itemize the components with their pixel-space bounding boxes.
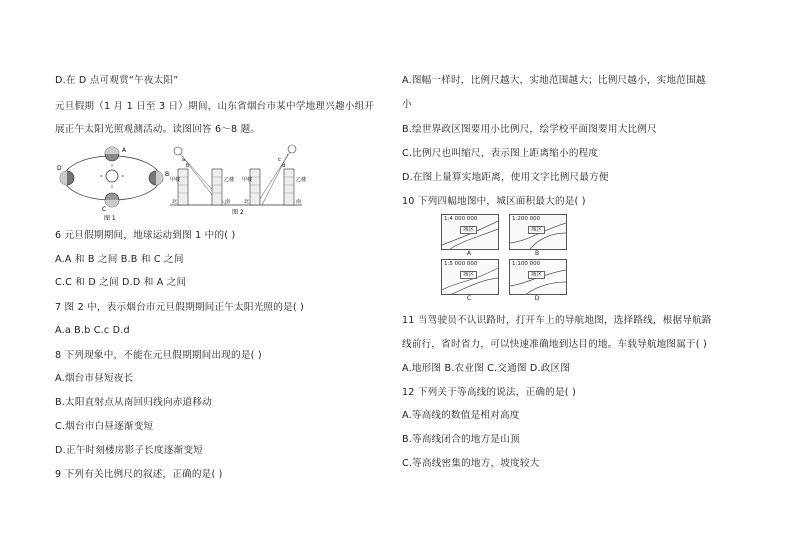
q10-stem: 10 下列四幅地图中，城区面积最大的是( ) [402, 196, 586, 207]
ray-label-a: a [182, 157, 186, 163]
q11-options: A.地形图 B.农业图 C.交通图 D.政区图 [402, 363, 571, 374]
ray-label-b: b [186, 163, 190, 169]
direction-north-1: 北 [172, 199, 178, 205]
q7-stem: 7 图 2 中，表示烟台市元旦假期期间正午太阳光照的是( ) [55, 302, 304, 313]
direction-south-2: 南 [296, 199, 302, 205]
q8-option-b: B.太阳直射点从南回归线向赤道移动 [55, 397, 212, 408]
earth-b-icon [149, 171, 163, 185]
q6-stem: 6 元旦假期期间，地球运动到图 1 中的( ) [55, 230, 236, 241]
q9-option-b: B.绘世界政区图要用小比例尺，绘学校平面图要用大比例尺 [402, 124, 657, 135]
intro-line-2: 展正午太阳光照观测活动。读图回答 6～8 题。 [55, 124, 261, 135]
map-a-label: A [466, 250, 472, 257]
building-jia-left [178, 169, 188, 205]
q11-stem-line-2: 线前行，省时省力，可以快速准确地到达目的地。车载导航地图属于( ) [402, 339, 707, 350]
direction-south-1: 南 [225, 199, 231, 205]
building-label-yi-1: 乙楼 [224, 177, 235, 183]
ray-label-d: d [282, 163, 286, 169]
ray-label-c: c [278, 157, 281, 163]
point-label-a: A [122, 147, 127, 154]
q5-option-d: D.在 D 点可观赏“午夜太阳” [55, 75, 179, 86]
map-b-label: B [534, 250, 540, 257]
figure-1-orbit [56, 140, 174, 222]
q9-option-c: C.比例尺也叫缩尺，表示图上距离缩小的程度 [402, 148, 599, 159]
point-label-d: D [57, 165, 62, 172]
earth-a-icon [105, 147, 119, 161]
map-b-city: 城区 [528, 226, 545, 234]
map-d-city: 城区 [528, 271, 545, 279]
q12-stem: 12 下列关于等高线的说法，正确的是( ) [402, 387, 576, 398]
map-a-scale: 1:4 000 000 [444, 216, 478, 222]
map-d-scale: 1:100 000 [512, 261, 541, 267]
figure-1-label: 图 1 [104, 215, 116, 222]
sun-b-icon [288, 145, 296, 153]
map-c-label: C [466, 295, 472, 302]
earth-d-icon [60, 171, 74, 185]
q12-option-c: C.等高线密集的地方，坡度较大 [402, 458, 540, 469]
q9-stem: 9 下列有关比例尺的叙述，正确的是( ) [55, 469, 223, 480]
q8-stem: 8 下列现象中，不能在元旦假期期间出现的是( ) [55, 350, 262, 361]
map-a-city: 城区 [460, 226, 477, 234]
sun-a-icon [174, 147, 182, 155]
q7-options: A.a B.b C.c D.d [55, 325, 130, 336]
figure-2-sunlight [168, 143, 307, 217]
building-label-jia-1: 甲楼 [170, 177, 181, 183]
q9-option-d: D.在图上量算实地距离，使用文字比例尺最方便 [402, 172, 609, 183]
earth-c-icon [105, 193, 119, 207]
q11-stem-line-1: 11 当驾驶员不认识路时，打开车上的导航地图，选择路线，根据导航路 [402, 315, 712, 326]
intro-line-1: 元旦假期（1 月 1 日至 3 日）期间，山东省烟台市某中学地理兴趣小组开 [55, 101, 375, 112]
building-label-yi-2: 乙楼 [296, 177, 307, 183]
building-yi-right [284, 169, 294, 205]
map-d-label: D [534, 295, 540, 302]
sun-icon [106, 170, 118, 182]
q8-option-d: D.正午时刻楼房影子长度逐渐变短 [55, 445, 203, 456]
point-label-b: B [165, 171, 170, 178]
map-c-city: 城区 [460, 271, 477, 279]
direction-north-2: 北 [244, 199, 250, 205]
q9-option-a-line-1: A.图幅一样时，比例尺越大，实地范围越大；比例尺越小，实地范围越 [402, 75, 706, 86]
q6-options-cd: C.C 和 D 之间 D.D 和 A 之间 [55, 277, 187, 288]
map-c-scale: 1:5 000 000 [444, 261, 478, 267]
point-label-c: C [102, 206, 107, 213]
q6-options-ab: A.A 和 B 之间 B.B 和 C 之间 [55, 254, 184, 265]
q8-option-c: C.烟台市白昼逐渐变短 [55, 421, 154, 432]
building-yi-left [212, 169, 222, 205]
q12-option-a: A.等高线的数值是相对高度 [402, 410, 520, 421]
q8-option-a: A.烟台市昼短夜长 [55, 373, 134, 384]
building-label-jia-2: 甲楼 [242, 177, 253, 183]
building-jia-right [250, 169, 260, 205]
figure-2-label: 图 2 [232, 209, 244, 216]
q9-option-a-line-2: 小 [402, 99, 412, 110]
map-b-scale: 1:200 000 [512, 216, 541, 222]
q12-option-b: B.等高线闭合的地方是山顶 [402, 434, 520, 445]
